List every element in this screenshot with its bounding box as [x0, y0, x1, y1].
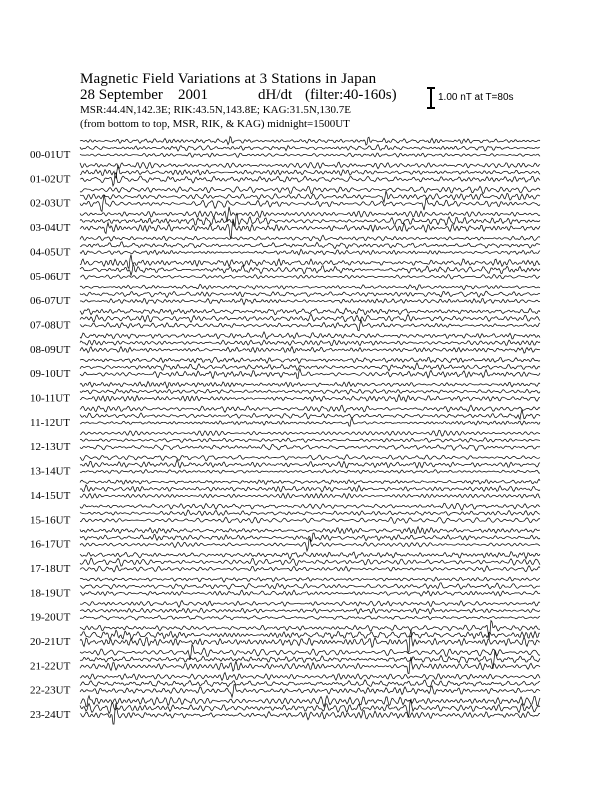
row-label: 21-22UT	[30, 660, 71, 673]
row-label: 15-16UT	[30, 514, 71, 527]
trace-rik-row-0	[80, 145, 540, 152]
trace-kag-row-14	[80, 479, 540, 484]
trace-msr-row-0	[80, 153, 540, 157]
row-label: 01-02UT	[30, 173, 71, 186]
row-label: 03-04UT	[30, 222, 71, 235]
chart-title: Magnetic Field Variations at 3 Stations in Japan	[80, 71, 377, 87]
quantity-label: dH/dt	[258, 87, 293, 103]
trace-rik-row-19	[80, 608, 540, 614]
trace-kag-row-22	[80, 673, 540, 681]
row-label: 23-24UT	[30, 709, 71, 722]
row-label: 09-10UT	[30, 368, 71, 381]
scale-label: 1.00 nT at T=80s	[438, 92, 514, 103]
trace-msr-row-5	[80, 274, 540, 279]
row-label: 13-14UT	[30, 465, 71, 478]
trace-kag-row-4	[80, 235, 540, 241]
trace-rik-row-8	[80, 340, 540, 346]
trace-kag-row-3	[80, 207, 540, 222]
trace-rik-row-11	[80, 410, 540, 420]
trace-msr-row-2	[80, 195, 540, 212]
row-label: 16-17UT	[30, 538, 71, 551]
trace-kag-row-15	[80, 503, 540, 510]
row-label: 07-08UT	[30, 319, 71, 332]
trace-rik-row-4	[80, 242, 540, 249]
trace-msr-row-22	[80, 685, 540, 698]
row-label: 04-05UT	[30, 246, 71, 259]
row-label: 19-20UT	[30, 611, 71, 624]
row-label: 18-19UT	[30, 587, 71, 600]
trace-kag-row-6	[80, 284, 540, 290]
trace-kag-row-19	[80, 601, 540, 608]
trace-rik-row-5	[80, 265, 540, 275]
row-label: 05-06UT	[30, 270, 71, 283]
trace-msr-row-11	[80, 418, 540, 426]
row-label: 06-07UT	[30, 295, 71, 308]
trace-kag-row-1	[80, 162, 540, 169]
trace-msr-row-8	[80, 347, 540, 354]
trace-rik-row-9	[80, 363, 540, 371]
trace-rik-row-1	[80, 165, 540, 178]
trace-msr-row-21	[80, 657, 540, 674]
trace-kag-row-17	[80, 552, 540, 559]
trace-kag-row-11	[80, 405, 540, 412]
row-label: 12-13UT	[30, 441, 71, 454]
trace-msr-row-7	[80, 320, 540, 331]
trace-msr-row-19	[80, 616, 540, 620]
trace-msr-row-15	[80, 517, 540, 523]
trace-rik-row-2	[80, 191, 540, 202]
row-label: 17-18UT	[30, 562, 71, 575]
trace-msr-row-3	[80, 219, 540, 239]
trace-rik-row-7	[80, 314, 540, 322]
trace-kag-row-5	[80, 255, 540, 269]
trace-kag-row-10	[80, 381, 540, 388]
year-label: 2001	[178, 87, 208, 103]
trace-rik-row-15	[80, 510, 540, 516]
trace-kag-row-18	[80, 577, 540, 582]
trace-rik-row-6	[80, 291, 540, 297]
row-label: 08-09UT	[30, 343, 71, 356]
trace-msr-row-16	[80, 539, 540, 551]
trace-msr-row-1	[80, 173, 540, 186]
station-coordinates: MSR:44.4N,142.3E; RIK:43.5N,143.8E; KAG:31.5N,130.7E	[80, 104, 352, 116]
trace-kag-row-23	[80, 696, 540, 707]
trace-msr-row-18	[80, 590, 540, 596]
trace-msr-row-17	[80, 566, 540, 572]
trace-rik-row-14	[80, 485, 540, 492]
trace-msr-row-6	[80, 299, 540, 305]
filter-label: (filter:40-160s)	[305, 87, 397, 103]
trace-msr-row-9	[80, 369, 540, 379]
trace-msr-row-4	[80, 249, 540, 255]
trace-rik-row-22	[80, 680, 540, 687]
row-label: 10-11UT	[30, 392, 70, 405]
trace-kag-row-12	[80, 430, 540, 436]
trace-rik-row-10	[80, 389, 540, 394]
trace-msr-row-14	[80, 493, 540, 498]
trace-kag-row-2	[80, 186, 540, 193]
trace-msr-row-12	[80, 444, 540, 450]
trace-rik-row-20	[80, 630, 540, 639]
trace-msr-row-10	[80, 395, 540, 402]
row-label: 20-21UT	[30, 636, 71, 648]
row-label: 14-15UT	[30, 489, 71, 502]
row-label: 00-01UT	[30, 149, 71, 161]
trace-kag-row-9	[80, 357, 540, 363]
row-label: 02-03UT	[30, 197, 71, 210]
trace-rik-row-17	[80, 558, 540, 566]
trace-rik-row-18	[80, 583, 540, 590]
trace-kag-row-0	[80, 137, 540, 146]
row-label: 22-23UT	[30, 684, 71, 697]
trace-kag-row-13	[80, 455, 540, 461]
trace-rik-row-13	[80, 460, 540, 468]
trace-kag-row-8	[80, 332, 540, 339]
station-order-note: (from bottom to top, MSR, RIK, & KAG) midnight=1500UT	[80, 118, 350, 130]
date-label: 28 September	[80, 87, 163, 103]
trace-kag-row-16	[80, 527, 540, 534]
trace-rik-row-12	[80, 438, 540, 443]
trace-msr-row-13	[80, 470, 540, 474]
row-label: 11-12UT	[30, 416, 70, 429]
trace-kag-row-7	[80, 308, 540, 315]
